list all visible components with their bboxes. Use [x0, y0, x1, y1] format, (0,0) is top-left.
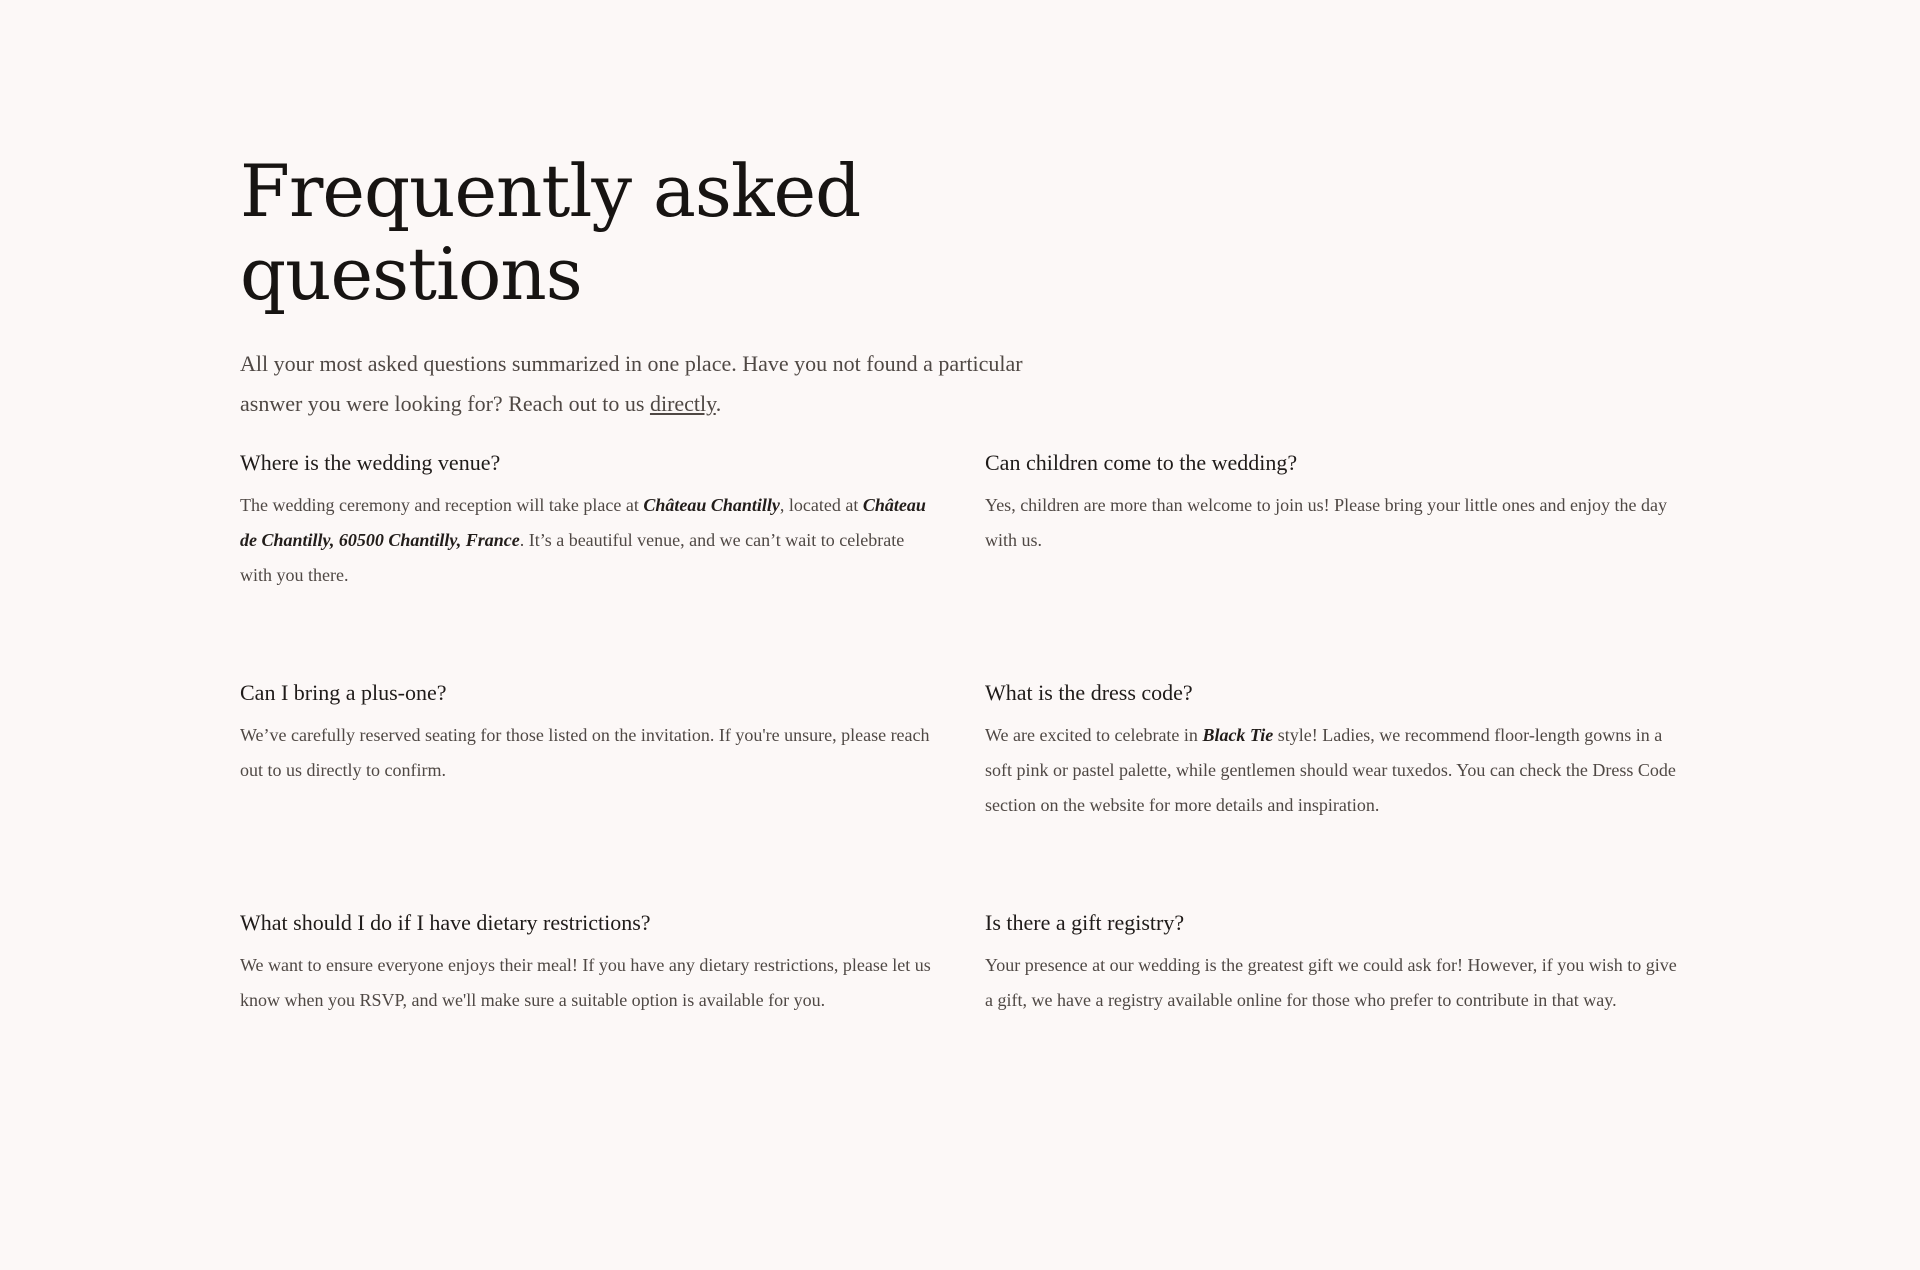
- faq-item-venue: [240, 448, 940, 622]
- faq-answer: Yes, children are more than welcome to join us! Please bring your little ones and enjoy the day with us.: [985, 495, 1668, 550]
- page-title: Frequently asked questions: [240, 149, 861, 316]
- answer-text: The wedding ceremony and reception will take place at: [240, 495, 644, 515]
- answer-text: . It’s a beautiful venue, and we can’t wait to celebrate with you there.: [240, 530, 905, 585]
- faq-header: [240, 150, 1140, 424]
- intro-suffix: .: [715, 390, 722, 416]
- faq-answer: [985, 718, 1685, 823]
- contact-directly-link[interactable]: directly: [649, 390, 716, 416]
- faq-answer: We’ve carefully reserved seating for those listed on the invitation. If you're unsure, please reach out to us directly to confirm.: [240, 725, 930, 780]
- faq-question: What should I do if I have dietary restrictions?: [240, 910, 651, 935]
- faq-answer: [240, 488, 940, 593]
- faq-item-plus-one: [240, 678, 940, 852]
- faq-question: What is the dress code?: [985, 680, 1193, 705]
- answer-text: style! Ladies, we recommend floor-length gowns in a soft pink or pastel palette, while gentlemen should wear tuxedos. You can check the Dress Code section on the website for more details and inspiration.: [985, 725, 1676, 815]
- intro-text: All your most asked questions summarized in one place. Have you not found a particular asnwer you were looking for? Reach out to us: [240, 350, 1023, 416]
- faq-question: Where is the wedding venue?: [240, 450, 501, 475]
- venue-address: Château de Chantilly, 60500 Chantilly, France: [240, 495, 926, 550]
- faq-item-children: [985, 448, 1685, 622]
- faq-question: Is there a gift registry?: [985, 910, 1185, 935]
- answer-text: We are excited to celebrate in: [985, 725, 1203, 745]
- venue-name: Château Chantilly: [643, 495, 780, 515]
- faq-item-dress-code: [985, 678, 1685, 852]
- dress-code-name: Black Tie: [1202, 725, 1274, 745]
- faq-question: Can I bring a plus-one?: [240, 680, 447, 705]
- faq-answer: Your presence at our wedding is the greatest gift we could ask for! However, if you wish to give a gift, we have a registry available online for those who prefer to contribute in that way.: [985, 955, 1677, 1010]
- faq-answer: We want to ensure everyone enjoys their meal! If you have any dietary restrictions, please let us know when you RSVP, and we'll make sure a suitable option is available for you.: [240, 955, 931, 1010]
- faq-grid: [240, 448, 1680, 1082]
- answer-text: , located at: [779, 495, 863, 515]
- intro-paragraph: [240, 344, 1060, 424]
- faq-question: Can children come to the wedding?: [985, 450, 1298, 475]
- faq-item-gift-registry: [985, 908, 1685, 1082]
- faq-item-dietary: [240, 908, 940, 1082]
